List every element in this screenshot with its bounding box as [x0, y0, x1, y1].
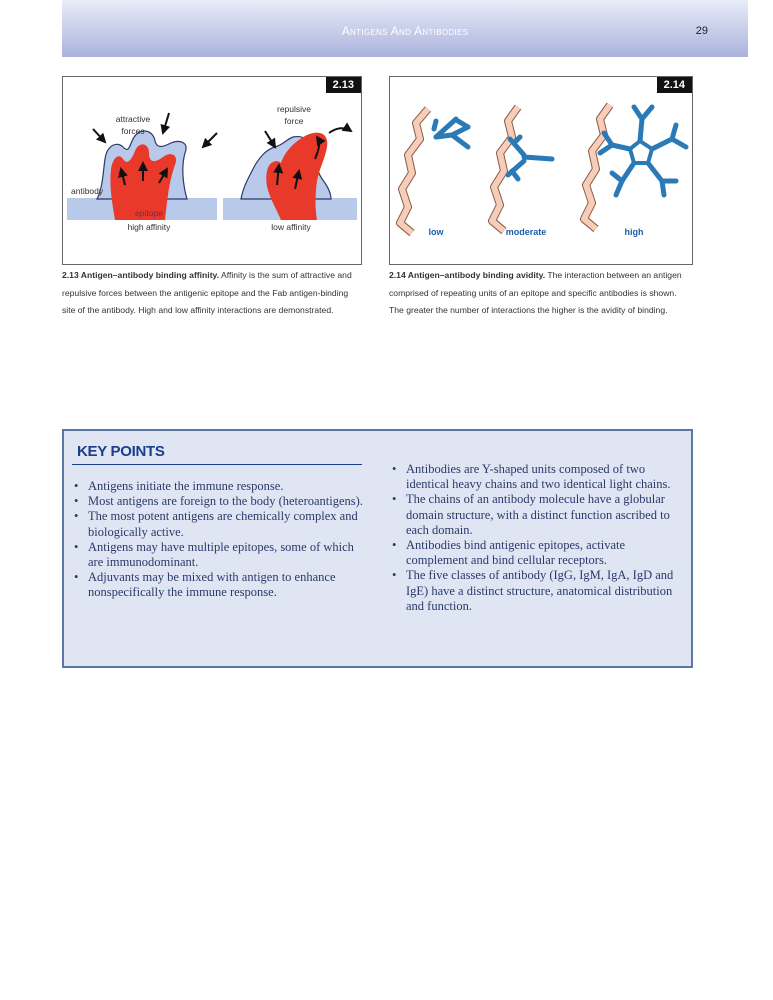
antibody-low [434, 119, 468, 147]
list-item: • Most antigens are foreign to the body (heteroantigens). [74, 494, 364, 509]
list-item: • Adjuvants may be mixed with antigen to enhance nonspecifically the immune response. [74, 570, 364, 600]
caption-2-14 [389, 267, 693, 320]
label-forces: forces [121, 126, 145, 136]
label-low: low [428, 227, 444, 237]
figure-badge: 2.13 [326, 77, 361, 93]
caption-title: 2.13 Antigen–antibody binding affinity. [62, 270, 220, 280]
label-epitope: epitope [135, 208, 163, 218]
running-header [62, 0, 748, 57]
label-repulsive: repulsive [276, 104, 312, 114]
key-points-right-list [392, 462, 687, 614]
key-points-heading: KEY POINTS [77, 443, 165, 460]
running-header-title: Antigens And Antibodies [341, 24, 469, 38]
list-item: • The most potent antigens are chemically complex and biologically active. [74, 509, 364, 539]
list-item: • Antigens may have multiple epitopes, some of which are immunodominant. [74, 540, 364, 570]
arrow [265, 131, 275, 147]
antibody-moderate [508, 137, 552, 179]
label-force: force [284, 116, 304, 126]
label-antibody: antibody [71, 186, 104, 196]
label-high-affinity: high affinity [127, 222, 171, 232]
avidity-diagram [390, 77, 692, 264]
caption-2-13 [62, 267, 362, 320]
label-moderate: moderate [505, 227, 547, 237]
list-item: • Antibodies are Y-shaped units composed of two identical heavy chains and two identical light chains. [392, 462, 687, 492]
list-item: • Antigens initiate the immune response. [74, 479, 364, 494]
list-item: • Antibodies bind antigenic epitopes, activate complement and bind cellular receptors. [392, 538, 687, 568]
figure-2-13 [62, 76, 362, 265]
affinity-diagram [63, 77, 361, 264]
key-points-left-list [74, 479, 364, 601]
antigen-chain-high [584, 105, 610, 229]
list-item: • The five classes of antibody (IgG, IgM, IgA, IgD and IgE) have a distinct structure, anatomical distribution and function. [392, 568, 687, 614]
arrow [163, 113, 169, 133]
figure-badge: 2.14 [657, 77, 692, 93]
repulsive-arrow [329, 128, 351, 133]
antibody-pentamer-core [630, 141, 652, 163]
key-points-box [62, 429, 693, 668]
list-item: • The chains of an antibody molecule have a globular domain structure, with a distinct function ascribed to each domain. [392, 492, 687, 538]
figure-2-14 [389, 76, 693, 265]
label-low-affinity: low affinity [271, 222, 311, 232]
arrow [203, 133, 217, 147]
caption-text: The interaction between an antigen comprised of repeating units of an epitope and specific antibodies is shown. The greater the number of interactions the higher is the avidity of binding. [389, 270, 682, 315]
caption-title: 2.14 Antigen–antibody binding avidity. [389, 270, 546, 280]
page-number: 29 [695, 25, 708, 37]
label-high: high [624, 227, 644, 237]
arrow [93, 129, 105, 142]
caption-text: Affinity is the sum of attractive and repulsive forces between the antigenic epitope and the Fab antigen-binding site of the antibody. High and low affinity interactions are demonstrated. [62, 270, 352, 315]
label-attractive: attractive [115, 114, 151, 124]
key-points-rule [72, 464, 362, 465]
